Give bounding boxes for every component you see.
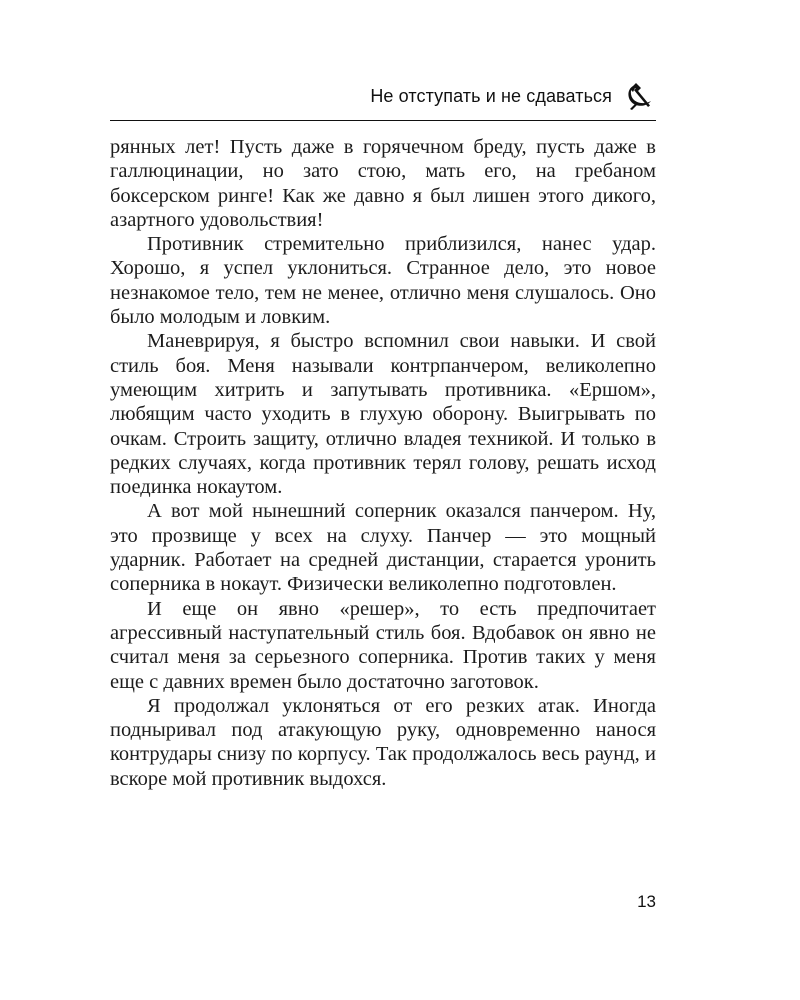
body-text xyxy=(110,135,656,791)
running-head xyxy=(110,76,656,116)
paragraph: А вот мой нынешний соперник оказался панчером. Ну, это прозвище у всех на слуху. Панчер — это мощный ударник. Работает на средней дистанции, старается уронить соперника в нокаут. Физически великолепно подготовлен. xyxy=(110,500,656,596)
paragraph: Противник стремительно приблизился, нанес удар. Хорошо, я успел уклониться. Странное дело, это новое незнакомое тело, тем не менее, отлично меня слушалось. Оно было молодым и ловким. xyxy=(110,233,656,329)
paragraph: рянных лет! Пусть даже в горячечном бреду, пусть даже в галлюцинации, но зато стою, мать его, на гребаном боксерском ринге! Как же давно я был лишен этого дикого, азартного удовольствия! xyxy=(110,136,656,231)
header-divider xyxy=(110,120,656,121)
paragraph: И еще он явно «решер», то есть предпочитает агрессивный наступательный стиль боя. Вдобавок он явно не считал меня за серьезного соперника. Против таких у меня еще с давних времен было достаточно заготовок. xyxy=(110,597,656,693)
hammer-and-sickle-icon xyxy=(624,80,656,112)
paragraph: Я продолжал уклоняться от его резких атак. Иногда подныривал под атакующую руку, одновременно нанося контрудары снизу по корпусу. Так продолжалось весь раунд, и вскоре мой противник выдохся. xyxy=(110,694,656,790)
page-number: 13 xyxy=(637,892,656,911)
paragraph: Маневрируя, я быстро вспомнил свои навыки. И свой стиль боя. Меня называли контрпанчером, великолепно умеющим хитрить и запутывать противника. «Ершом», любящим часто уходить в глухую оборону. Выигрывать по очкам. Строить защиту, отлично владея техникой. И только в редких случаях, когда противник терял голову, решать исход поединка нокаутом. xyxy=(110,330,656,499)
running-head-title: Не отступать и не сдаваться xyxy=(370,85,612,106)
